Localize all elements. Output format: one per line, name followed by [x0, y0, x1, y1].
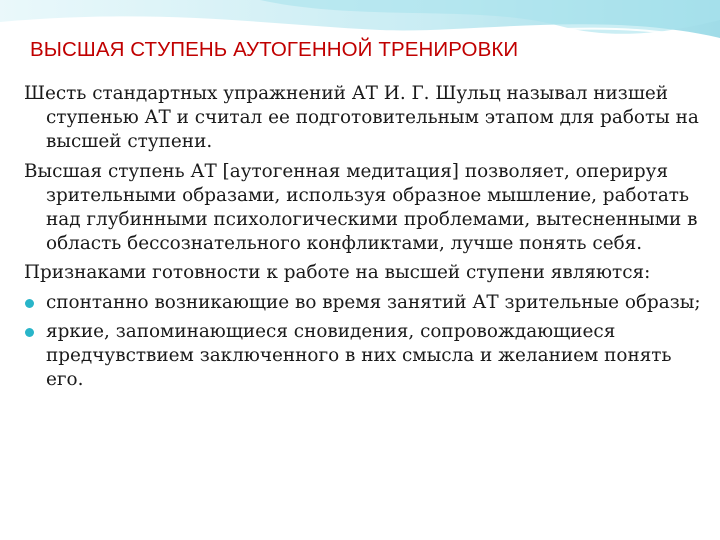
paragraph-1: Шесть стандартных упражнений АТ И. Г. Шульц называл низшей ступенью АТ и считал ее подготовительным этапом для работы на высшей ступени.: [24, 83, 699, 153]
slide-body: [24, 82, 704, 397]
bullet-dot-icon: [25, 299, 34, 308]
bullet-item-1: [24, 291, 704, 315]
bullet-dot-icon: [25, 328, 34, 337]
bullet-item-2: [24, 320, 704, 393]
paragraph-2: Высшая ступень АТ [аутогенная медитация] позволяет, оперируя зрительными образами, используя образное мышление, работать над глубинными психологическими проблемами, вытесненными в область бессознательного конфликтами, лучше понять себя.: [24, 160, 698, 255]
bullet-text-1: спонтанно возникающие во время занятий АТ зрительные образы;: [46, 291, 701, 313]
paragraph-3: Признаками готовности к работе на высшей ступени являются:: [24, 262, 651, 284]
bullet-text-2: яркие, запоминающиеся сновидения, сопровождающиеся предчувствием заключенного в них смысла и желанием понять его.: [46, 320, 672, 391]
slide-title: ВЫСШАЯ СТУПЕНЬ АУТОГЕННОЙ ТРЕНИРОВКИ: [30, 38, 519, 61]
